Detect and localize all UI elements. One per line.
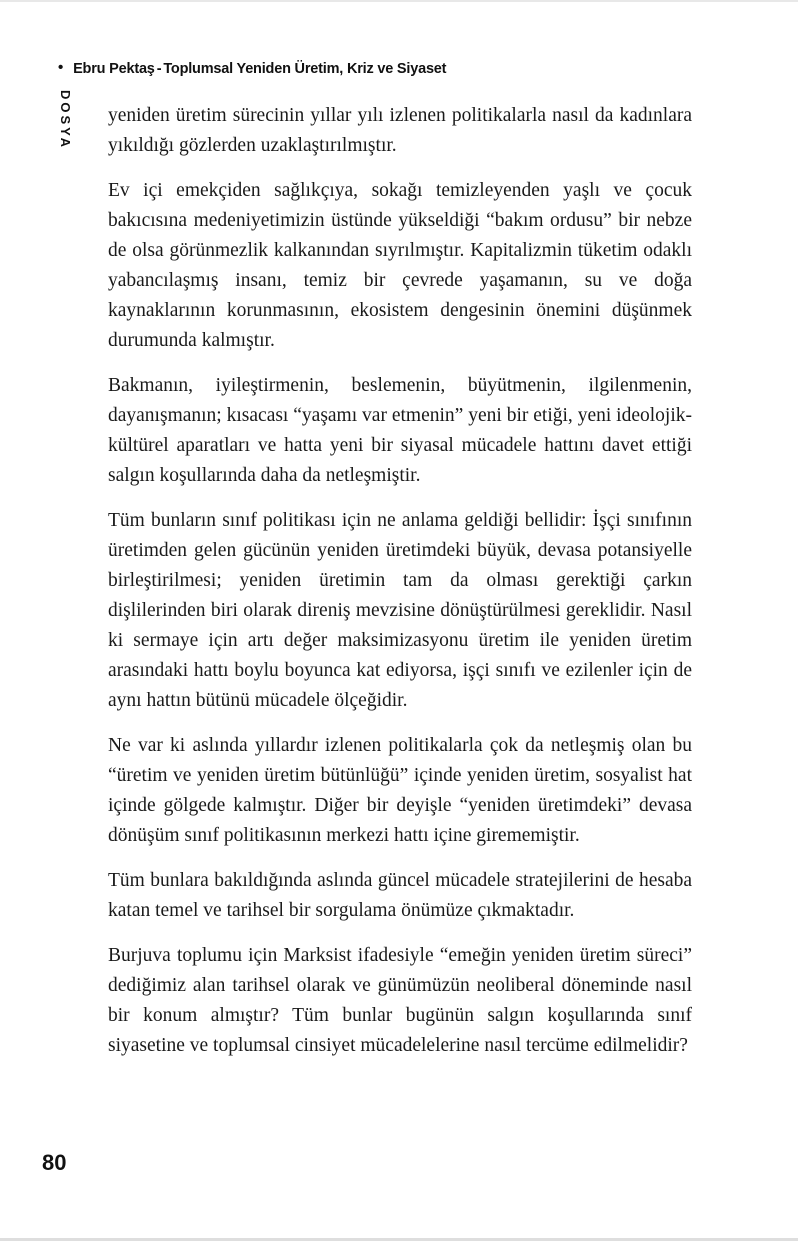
- header-book-title: Toplumsal Yeniden Üretim, Kriz ve Siyaset: [163, 61, 447, 77]
- header-author: Ebru Pektaş: [73, 61, 155, 77]
- paragraph: Ev içi emekçiden sağlıkçıya, sokağı temizleyenden yaşlı ve çocuk bakıcısına medeniyetimizin üstünde yükseldiği “bakım ordusu” bir nebze de olsa görünmezlik kalkanından sıyrılmıştır. Kapitalizmin tüketim odaklı yabancılaşmış insanı, temiz bir çevrede yaşamanın, su ve doğa kaynaklarının korunmasının, ekosistem dengesinin önemini düşünmek durumunda kalmıştır.: [108, 180, 692, 351]
- paragraph: Burjuva toplumu için Marksist ifadesiyle “emeğin yeniden üretim süreci” dediğimiz alan tarihsel olarak ve günümüzün neoliberal döneminde nasıl bir konum almıştır? Tüm bunlar bugünün salgın koşullarında sınıf siyasetine ve toplumsal cinsiyet mücadelelerine nasıl tercüme edilmelidir?: [108, 945, 692, 1056]
- page-number: 80: [42, 1150, 67, 1175]
- body-text-column: [108, 101, 692, 1076]
- running-header: [58, 60, 758, 77]
- bullet-icon: •: [58, 59, 64, 76]
- paragraph: Tüm bunlara bakıldığında aslında güncel mücadele stratejilerini de hesaba katan temel ve tarihsel bir sorgulama önümüze çıkmaktadır.: [108, 870, 692, 921]
- paragraph: yeniden üretim sürecinin yıllar yılı izlenen politikalarla nasıl da kadınlara yıkıldığı gözlerden uzaklaştırılmıştır.: [108, 105, 692, 156]
- page-edge-top: [0, 0, 798, 2]
- header-separator: -: [156, 61, 162, 77]
- paragraph: Tüm bunların sınıf politikası için ne anlama geldiği bellidir: İşçi sınıfının üretimden gelen gücünün yeniden üretimdeki büyük, devasa potansiyelle birleştirilmesi; yeniden üretimin tam da olması gerektiği çarkın dişlilerinden biri olarak direniş mevzisine dönüştürülmesi gereklidir. Nasıl ki sermaye için artı değer maksimizasyonu üretim ile yeniden üretim arasındaki hattı boylu boyunca kat ediyorsa, işçi sınıfı ve ezilenler için de aynı hattın bütünü mücadele ölçeğidir.: [108, 510, 692, 711]
- paragraph: Bakmanın, iyileştirmenin, beslemenin, büyütmenin, ilgilenmenin, dayanışmanın; kısacası “yaşamı var etmenin” yeni bir etiği, yeni ideolojik-kültürel aparatları ve hatta yeni bir siyasal mücadele hattını davet ettiği salgın koşullarında daha da netleşmiştir.: [108, 375, 692, 486]
- section-label-vertical: DOSYA: [58, 90, 73, 151]
- paragraph: Ne var ki aslında yıllardır izlenen politikalarla çok da netleşmiş olan bu “üretim ve yeniden üretim bütünlüğü” içinde yeniden üretim, sosyalist hat içinde gölgede kalmıştır. Diğer bir deyişle “yeniden üretimdeki” devasa dönüşüm sınıf politikasının merkezi hattı içine girememiştir.: [108, 735, 692, 846]
